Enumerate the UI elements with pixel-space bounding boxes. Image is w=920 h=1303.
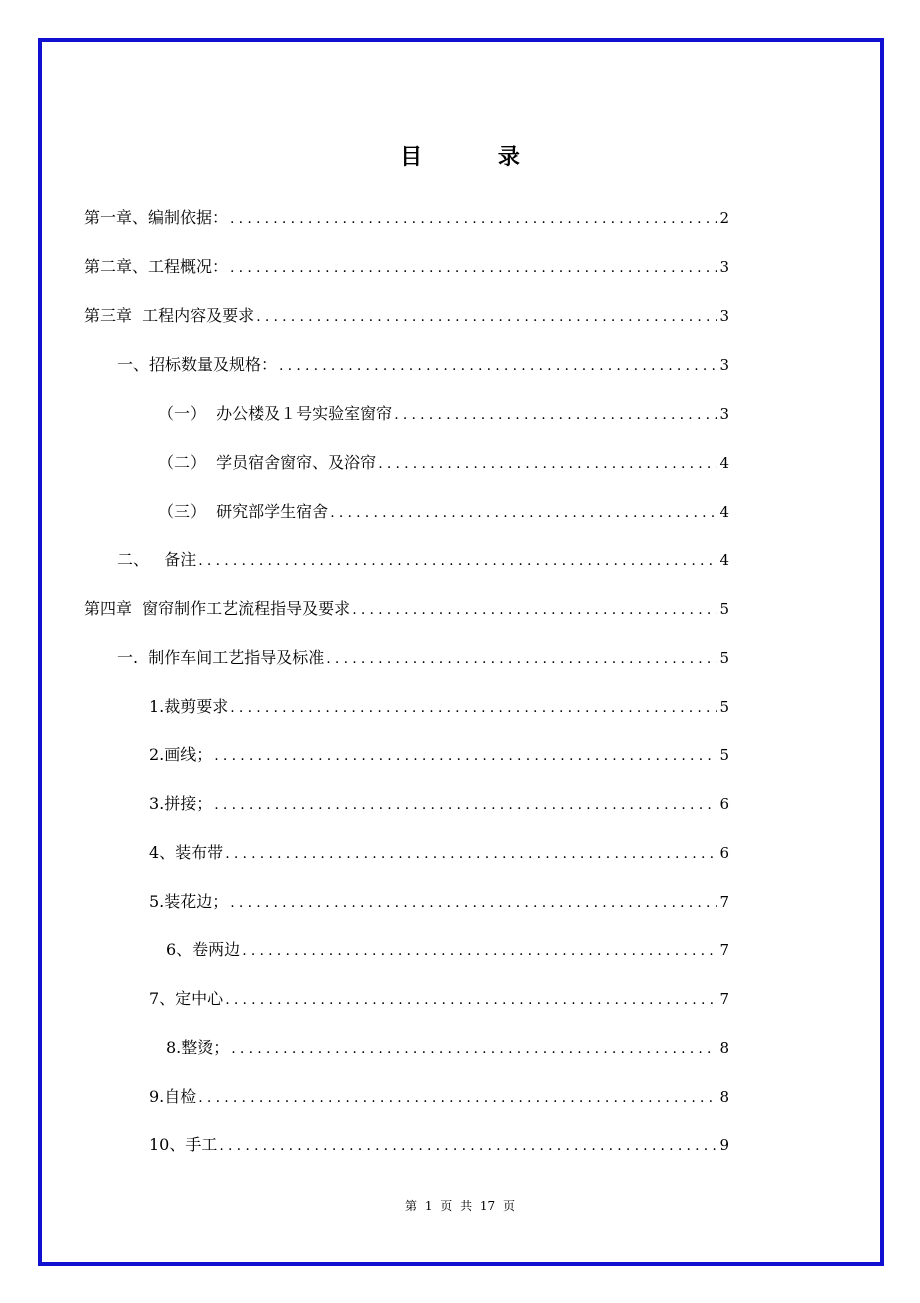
toc-leader-dots: [225, 989, 717, 1011]
toc-entry-page: 5: [719, 600, 729, 618]
toc-leader-dots: [330, 502, 717, 524]
toc-entry-subsection-1[interactable]: [158, 402, 729, 426]
toc-entry-text: 9.自检: [149, 1087, 197, 1106]
toc-entry-text: （三） 研究部学生宿舍: [158, 502, 329, 521]
toc-entry-text: 一、招标数量及规格：: [117, 355, 278, 374]
toc-entry-text: 第四章 窗帘制作工艺流程指导及要求: [84, 599, 351, 618]
toc-entry-page: 4: [719, 503, 729, 521]
toc-entry-text: 6、卷两边: [166, 940, 241, 959]
toc-entry-item-9[interactable]: [149, 1085, 729, 1109]
toc-entry-item-1[interactable]: [149, 695, 729, 719]
toc-entry-item-4[interactable]: [149, 841, 729, 865]
toc-entry-item-7[interactable]: [149, 987, 729, 1011]
toc-leader-dots: [219, 1135, 717, 1157]
toc-leader-dots: [198, 550, 717, 572]
toc-leader-dots: [279, 355, 717, 377]
toc-entry-text: 8.整烫；: [166, 1038, 230, 1057]
toc-entry-page: 3: [719, 258, 729, 276]
toc-entry-text: 二、 备注: [117, 550, 197, 569]
toc-entry-page: 7: [719, 893, 729, 911]
toc-leader-dots: [242, 940, 717, 962]
toc-entry-text: 4、装布带: [149, 843, 224, 862]
toc-entry-page: 4: [719, 454, 729, 472]
toc-leader-dots: [214, 745, 717, 767]
toc-entry-subsection-3[interactable]: [158, 500, 729, 524]
toc-entry-item-5[interactable]: [149, 890, 729, 914]
toc-leader-dots: [378, 453, 717, 475]
toc-entry-text: 10、手工: [149, 1135, 218, 1154]
toc-leader-dots: [214, 794, 717, 816]
toc-leader-dots: [326, 648, 717, 670]
toc-entry-text: 第一章、编制依据：: [84, 208, 229, 227]
toc-entry-text: 1.裁剪要求: [149, 697, 229, 716]
toc-entry-item-8[interactable]: [166, 1036, 729, 1060]
toc-entry-chapter-4[interactable]: [84, 597, 729, 621]
toc-leader-dots: [231, 1038, 717, 1060]
toc-leader-dots: [225, 843, 717, 865]
toc-entry-section-2[interactable]: [117, 548, 729, 572]
toc-entry-chapter-2[interactable]: [84, 255, 729, 279]
page-footer: 第 1 页 共 17 页: [405, 1199, 515, 1213]
toc-entry-text: 第三章 工程内容及要求: [84, 306, 255, 325]
toc-entry-text: 一. 制作车间工艺指导及标准: [117, 648, 325, 667]
toc-entry-item-3[interactable]: [149, 792, 729, 816]
toc-entry-page: 6: [719, 844, 729, 862]
toc-entry-section-4-1[interactable]: [117, 646, 729, 670]
toc-entry-page: 8: [719, 1039, 729, 1057]
toc-entry-page: 2: [719, 209, 729, 227]
toc-entry-page: 7: [719, 990, 729, 1008]
toc-leader-dots: [394, 404, 717, 426]
toc-entry-subsection-2[interactable]: [158, 451, 729, 475]
toc-entry-page: 7: [719, 941, 729, 959]
toc-entry-page: 3: [719, 356, 729, 374]
toc-entry-chapter-1[interactable]: [84, 206, 729, 230]
toc-entry-page: 3: [719, 307, 729, 325]
toc-entry-page: 4: [719, 551, 729, 569]
toc-entry-item-2[interactable]: [149, 743, 729, 767]
toc-entry-page: 8: [719, 1088, 729, 1106]
toc-entry-text: 7、定中心: [149, 989, 224, 1008]
toc-leader-dots: [198, 1087, 717, 1109]
toc-entry-section-1[interactable]: [117, 353, 729, 377]
toc-entry-page: 5: [719, 746, 729, 764]
toc-entry-item-10[interactable]: [149, 1133, 729, 1157]
toc-title: 目 录: [400, 145, 554, 170]
toc-entry-page: 5: [719, 649, 729, 667]
toc-leader-dots: [256, 306, 717, 328]
toc-leader-dots: [230, 257, 717, 279]
toc-entry-page: 9: [719, 1136, 729, 1154]
toc-entry-text: （二） 学员宿舍窗帘、及浴帘: [158, 453, 377, 472]
toc-entry-text: （一） 办公楼及１号实验室窗帘: [158, 404, 393, 423]
toc-entry-chapter-3[interactable]: [84, 304, 729, 328]
toc-entry-page: 6: [719, 795, 729, 813]
toc-entry-text: 2.画线；: [149, 745, 213, 764]
toc-entry-item-6[interactable]: [166, 938, 729, 962]
toc-leader-dots: [230, 208, 717, 230]
toc-entry-page: 5: [719, 698, 729, 716]
toc-entry-text: 3.拼接；: [149, 794, 213, 813]
toc-entry-page: 3: [719, 405, 729, 423]
toc-leader-dots: [230, 892, 717, 914]
toc-entry-text: 5.装花边；: [149, 892, 229, 911]
toc-entry-text: 第二章、工程概况：: [84, 257, 229, 276]
toc-leader-dots: [230, 697, 717, 719]
toc-leader-dots: [352, 599, 717, 621]
